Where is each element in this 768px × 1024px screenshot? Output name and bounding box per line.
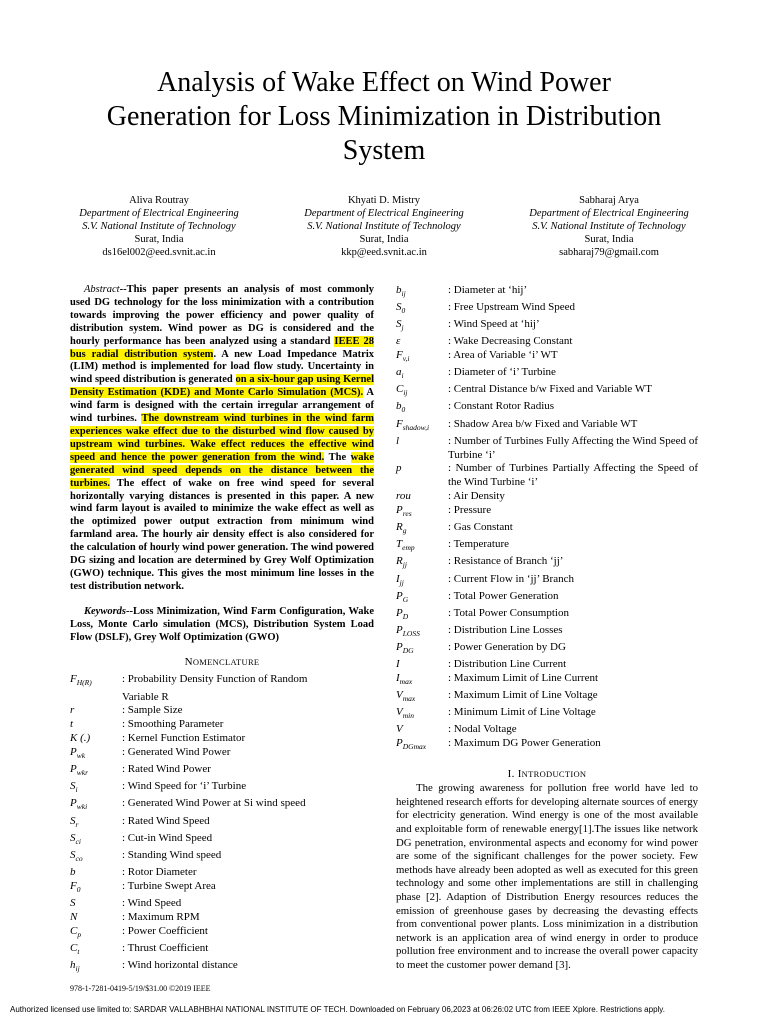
nomenclature-row: [396, 538, 698, 555]
nomenclature-row: [70, 897, 374, 911]
nomenclature-symbol: $S_r$: [70, 814, 79, 829]
nomenclature-symbol: S: [70, 896, 76, 909]
nomenclature-row: [396, 435, 698, 463]
nomenclature-definition: : Resistance of Branch ‘jj’: [448, 555, 564, 568]
nomenclature-symbol: $a_i$: [396, 366, 404, 381]
nomenclature-symbol: $C_{ij}$: [396, 383, 408, 398]
nomenclature-row: [396, 658, 698, 672]
nomenclature-row: [396, 672, 698, 689]
nomenclature-definition: : Rated Wind Power: [122, 763, 211, 776]
introduction-paragraph: The growing awareness for pollution free world have led to heightened research efforts for developing alternate sources of energy for electricity generation. Wind energy is one of the most available and exploitable form of renewable energy[1].The issues like network DG penetration, environmental aspects and economy for wind power are some of the significant challenges for the power society. Few methods have already been adopted as well as executed for this green technology and some other implementations are still in challenging phase [2]. Adaption of Distribution Energy resources reduces the emission of greenhouse gases by decreasing the devasting effects from conventional power plants. Loss minimization in a distribution network is an application area of wind energy in order to produce pollution free environment and to increase the overall power capacity to meet the customer power demand [3].: [396, 782, 698, 971]
heading-rest: NTRODUCTION: [521, 769, 587, 780]
nomenclature-symbol: $P_{LOSS}$: [396, 623, 420, 639]
nomenclature-definition: : Wind Speed for ‘i’ Turbine: [122, 780, 247, 793]
author-dept: Department of Electrical Engineering: [304, 208, 464, 219]
title-line-2: Generation for Loss Minimization in Distribution: [106, 101, 662, 132]
nomenclature-definition: : Number of Turbines Partially Affecting the Speed of the Wind Turbine ‘i’: [448, 462, 698, 489]
nomenclature-row: [396, 349, 698, 366]
nomenclature-row: [70, 832, 374, 849]
nomenclature-symbol: $V_{min}$: [396, 706, 414, 721]
nomenclature-row: [396, 418, 698, 435]
nomenclature-definition: : Diameter of ‘i’ Turbine: [448, 366, 556, 379]
nomenclature-symbol: $R_{jj}$: [396, 555, 407, 570]
abstract-text: A wind farm is designed with the certain irregular arrangement of wind turbines.: [70, 387, 374, 425]
nomenclature-row: [396, 335, 698, 349]
nomenclature-definition: : Maximum Limit of Line Voltage: [448, 689, 598, 702]
nomenclature-symbol: [70, 691, 122, 705]
nomenclature-definition: : Total Power Consumption: [448, 606, 569, 619]
author-email: sabharaj79@gmail.com: [559, 247, 659, 258]
nomenclature-symbol: $S_{ci}$: [70, 831, 81, 846]
nomenclature-definition: : Turbine Swept Area: [122, 879, 216, 892]
nomenclature-symbol: $C_t$: [70, 941, 80, 956]
nomenclature-row: [70, 718, 374, 732]
author-city: Surat, India: [359, 234, 409, 245]
right-column: [396, 284, 698, 973]
nomenclature-definition: : Generated Wind Power at Si wind speed: [122, 797, 306, 810]
nomenclature-symbol: $T_{emp}$: [396, 538, 415, 553]
author-inst: S.V. National Institute of Technology: [82, 221, 236, 232]
nomenclature-row: [396, 366, 698, 383]
nomenclature-row: [396, 521, 698, 538]
nomenclature-symbol: $R_g$: [396, 521, 407, 536]
nomenclature-row: [396, 383, 698, 400]
nomenclature-symbol: N: [70, 910, 78, 923]
nomenclature-row: [70, 673, 374, 690]
author-inst: S.V. National Institute of Technology: [532, 221, 686, 232]
author-block-2: [269, 194, 499, 259]
nomenclature-definition: : Generated Wind Power: [122, 746, 231, 759]
nomenclature-definition: : Area of Variable ‘i’ WT: [448, 349, 558, 362]
abstract-text: The: [324, 451, 351, 463]
nomenclature-row: [396, 490, 698, 504]
nomenclature-row: [396, 590, 698, 607]
nomenclature-definition: : Wind Speed at ‘hij’: [448, 318, 540, 331]
nomenclature-definition: : Standing Wind speed: [122, 848, 222, 861]
nomenclature-symbol: V: [396, 723, 403, 736]
nomenclature-row: [396, 555, 698, 572]
author-dept: Department of Electrical Engineering: [79, 208, 239, 219]
author-email: kkp@eed.svnit.ac.in: [341, 247, 427, 258]
nomenclature-definition: : Wake Decreasing Constant: [448, 335, 573, 348]
nomenclature-row: [396, 462, 698, 490]
nomenclature-row: [396, 318, 698, 335]
nomenclature-definition: Variable R: [122, 690, 169, 703]
nomenclature-definition: : Distribution Line Losses: [448, 623, 563, 636]
abstract-text: --This paper presents an analysis of most commonly used DG technology for the loss minimization with a contribution towards improving the power efficiency and power quality of distribution system. Wind power as DG is considered and the hourly performance has been analyzed using a standard: [70, 284, 374, 347]
nomenclature-list-right: [396, 284, 698, 754]
nomenclature-definition: : Sample Size: [122, 704, 183, 717]
nomenclature-row: [396, 400, 698, 417]
nomenclature-definition: : Free Upstream Wind Speed: [448, 301, 576, 314]
nomenclature-row: [396, 624, 698, 641]
nomenclature-row: [70, 763, 374, 780]
nomenclature-symbol: $F_{H(R)}$: [70, 673, 92, 688]
nomenclature-definition: : Gas Constant: [448, 521, 513, 534]
heading-initial: N: [184, 656, 193, 669]
nomenclature-symbol: $S_0$: [396, 301, 406, 316]
abstract-highlight: The downstream wind turbines in the wind farm experiences wake effect due to the disturbed wind flow caused by upstream wind turbines. Wake effect reduces the effective wind speed and hence the power generation from the wind.: [70, 413, 374, 463]
nomenclature-row: [396, 573, 698, 590]
abstract-highlight: wake generated wind speed depends on the distance between the turbines.: [70, 451, 374, 489]
nomenclature-definition: : Wind horizontal distance: [122, 958, 238, 971]
abstract-text: The effect of wake on free wind speed for several horizontally varying distances is presented in this paper. A new wind farm layout is availed to minimize the wake effect as well as the optimized power output extraction from minimum wind farmland area. The hourly air density effect is also considered for the calculation of hourly wind power generation. The wind powered DG sizing and location are determined by Grey Wolf Optimization (GWO) technique. This gives the most minimum line losses in the test distribution network.: [70, 477, 374, 592]
nomenclature-definition: : Rotor Diameter: [122, 865, 197, 878]
abstract-highlight: on a six-hour gap using Kernel Density Estimation (KDE) and Monte Carlo Simulation (MCS).: [70, 374, 375, 399]
nomenclature-row: [70, 959, 374, 976]
author-city: Surat, India: [584, 234, 634, 245]
abstract-text: . A new Load Impedance Matrix (LIM) method is implemented for load flow study. Uncertainty in wind speed distribution is generated: [70, 348, 374, 386]
nomenclature-definition: : Kernel Function Estimator: [122, 732, 246, 745]
nomenclature-row: [396, 723, 698, 737]
nomenclature-symbol: $S_i$: [70, 780, 78, 795]
nomenclature-definition: : Probability Density Function of Random: [122, 673, 308, 686]
nomenclature-row: [70, 704, 374, 718]
nomenclature-symbol: I: [396, 658, 400, 671]
section-number: I.: [507, 768, 518, 781]
nomenclature-symbol: $P_G$: [396, 589, 409, 604]
nomenclature-row: [396, 706, 698, 723]
nomenclature-definition: : Shadow Area b/w Fixed and Variable WT: [448, 417, 638, 430]
author-inst: S.V. National Institute of Technology: [307, 221, 461, 232]
nomenclature-symbol: $P_{DG}$: [396, 640, 414, 656]
nomenclature-row: [70, 780, 374, 797]
nomenclature-row: [70, 732, 374, 746]
nomenclature-symbol: K (.): [70, 732, 91, 745]
nomenclature-definition: : Temperature: [448, 538, 510, 551]
nomenclature-definition: : Constant Rotor Radius: [448, 400, 555, 413]
nomenclature-symbol: l: [396, 434, 400, 447]
nomenclature-definition: : Cut-in Wind Speed: [122, 831, 213, 844]
abstract: [70, 284, 374, 594]
title-line-1: Analysis of Wake Effect on Wind Power: [157, 67, 611, 98]
nomenclature-symbol: $P_{wki}$: [70, 797, 88, 812]
nomenclature-row: [70, 925, 374, 942]
nomenclature-row: [70, 880, 374, 897]
nomenclature-row: [396, 284, 698, 301]
nomenclature-symbol: $P_{DGmax}$: [396, 737, 427, 752]
author-block-1: [44, 194, 274, 259]
nomenclature-row: [396, 301, 698, 318]
nomenclature-symbol: $F_0$: [70, 879, 81, 894]
title-line-3: System: [342, 135, 426, 166]
nomenclature-definition: : Smoothing Parameter: [122, 718, 224, 731]
nomenclature-row: [70, 866, 374, 880]
nomenclature-row: [396, 607, 698, 624]
nomenclature-definition: : Maximum Limit of Line Current: [448, 671, 599, 684]
nomenclature-symbol: $b_{ij}$: [396, 284, 406, 299]
nomenclature-symbol: $P_{wkr}$: [70, 763, 88, 778]
nomenclature-definition: : Distribution Line Current: [448, 658, 567, 671]
nomenclature-definition: : Nodal Voltage: [448, 723, 517, 736]
keywords-label: Keywords: [84, 605, 126, 617]
nomenclature-definition: : Thrust Coefficient: [122, 941, 209, 954]
nomenclature-symbol: p: [396, 462, 402, 475]
nomenclature-definition: : Rated Wind Speed: [122, 814, 210, 827]
author-email: ds16el002@eed.svnit.ac.in: [102, 247, 216, 258]
nomenclature-row: [70, 691, 374, 705]
nomenclature-row: [70, 849, 374, 866]
nomenclature-symbol: ε: [396, 335, 401, 348]
nomenclature-definition: : Total Power Generation: [448, 589, 559, 602]
nomenclature-symbol: $S_j$: [396, 318, 404, 333]
keywords-text: --Loss Minimization, Wind Farm Configuration, Wake Loss, Monte Carlo simulation (MCS), Distribution System Load Flow (DSLF), Grey Wolf Optimization (GWO): [70, 605, 374, 643]
nomenclature-row: [396, 641, 698, 658]
license-footer: Authorized licensed use limited to: SARDAR VALLABHBHAI NATIONAL INSTITUTE OF TECH. Downloaded on February 06,2023 at 06:26:02 UTC from IEEE Xplore. Restrictions apply.: [10, 1005, 665, 1014]
nomenclature-symbol: $V_{max}$: [396, 689, 416, 704]
author-dept: Department of Electrical Engineering: [529, 208, 689, 219]
abstract-highlight: IEEE 28 bus radial distribution system: [70, 335, 374, 360]
nomenclature-symbol: $I_{max}$: [396, 671, 413, 687]
author-name: Aliva Routray: [129, 195, 189, 206]
nomenclature-symbol: $C_p$: [70, 924, 82, 939]
heading-rest: OMENCLATURE: [192, 657, 260, 668]
abstract-label: Abstract: [84, 284, 120, 295]
nomenclature-symbol: $P_D$: [396, 606, 409, 621]
nomenclature-definition: : Power Generation by DG: [448, 640, 566, 653]
author-city: Surat, India: [134, 234, 184, 245]
paper-title: [40, 66, 728, 168]
nomenclature-definition: : Air Density: [448, 490, 505, 503]
nomenclature-heading: [70, 656, 374, 668]
nomenclature-definition: : Power Coefficient: [122, 924, 208, 937]
nomenclature-symbol: t: [70, 718, 74, 731]
nomenclature-symbol: $P_{wk}$: [70, 746, 86, 761]
nomenclature-row: [396, 504, 698, 521]
nomenclature-symbol: $b_0$: [396, 400, 406, 415]
nomenclature-definition: : Wind Speed: [122, 896, 182, 909]
nomenclature-definition: : Pressure: [448, 504, 492, 517]
nomenclature-list-left: [70, 673, 374, 975]
nomenclature-symbol: $h_{ij}$: [70, 958, 80, 974]
nomenclature-symbol: r: [70, 704, 75, 717]
nomenclature-row: [70, 911, 374, 925]
nomenclature-row: [70, 815, 374, 832]
left-column: [70, 284, 374, 976]
nomenclature-row: [70, 797, 374, 814]
keywords: [70, 606, 374, 645]
author-name: Sabharaj Arya: [579, 195, 639, 206]
nomenclature-symbol: $F_{v,i}$: [396, 349, 410, 364]
nomenclature-definition: : Maximum DG Power Generation: [448, 737, 601, 750]
isbn-footer: 978-1-7281-0419-5/19/$31.00 ©2019 IEEE: [70, 984, 211, 993]
nomenclature-symbol: $P_{res}$: [396, 504, 412, 519]
nomenclature-definition: : Diameter at ‘hij’: [448, 284, 528, 296]
nomenclature-definition: : Maximum RPM: [122, 910, 200, 923]
author-name: Khyati D. Mistry: [347, 195, 421, 206]
nomenclature-row: [70, 942, 374, 959]
nomenclature-symbol: rou: [396, 490, 411, 503]
nomenclature-definition: : Current Flow in ‘jj’ Branch: [448, 572, 574, 585]
nomenclature-row: [396, 737, 698, 754]
nomenclature-definition: : Central Distance b/w Fixed and Variable WT: [448, 383, 652, 396]
nomenclature-definition: : Minimum Limit of Line Voltage: [448, 706, 596, 719]
author-block-3: [494, 194, 724, 259]
nomenclature-symbol: b: [70, 865, 76, 878]
nomenclature-symbol: $F_{shadow,i}$: [396, 417, 430, 432]
nomenclature-definition: : Number of Turbines Fully Affecting the Wind Speed of Turbine ‘i’: [448, 434, 698, 461]
nomenclature-symbol: $I_{jj}$: [396, 572, 404, 587]
heading-initial: I: [517, 768, 522, 781]
nomenclature-row: [396, 689, 698, 706]
nomenclature-symbol: $S_{co}$: [70, 848, 83, 863]
nomenclature-row: [70, 746, 374, 763]
section-heading-introduction: [396, 768, 698, 780]
